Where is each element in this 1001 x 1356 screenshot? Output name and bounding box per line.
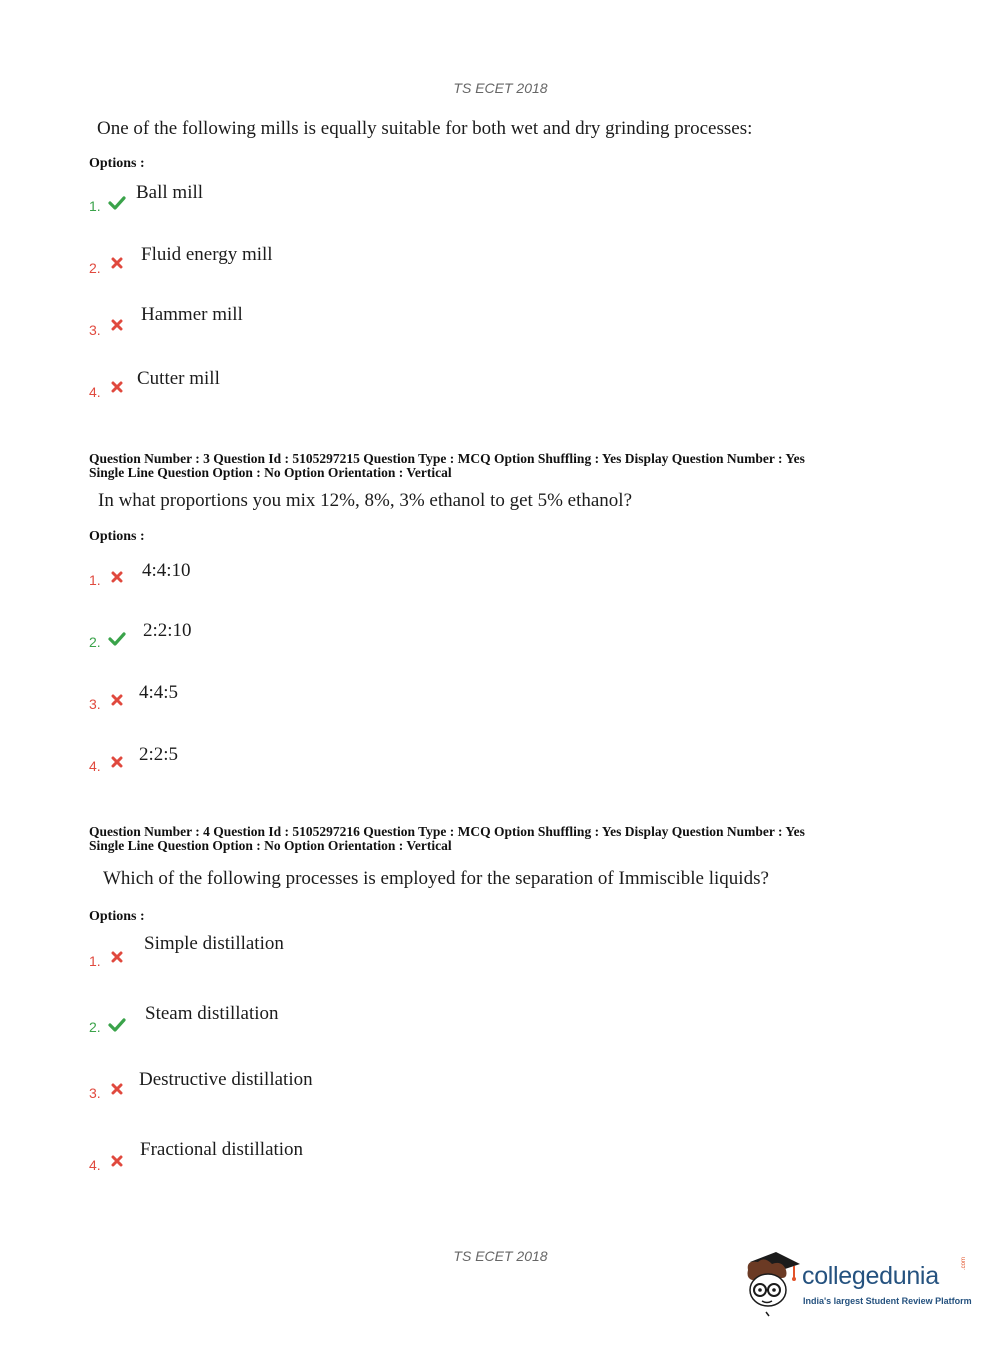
question-block-4: [89, 825, 909, 1185]
option-text: Fluid energy mill: [141, 244, 273, 265]
cross-icon: [111, 319, 123, 331]
option-item: [89, 682, 589, 722]
cross-icon: [111, 257, 123, 269]
option-item: [89, 1003, 589, 1043]
option-number: 2.: [89, 260, 101, 276]
question-text: One of the following mills is equally suitable for both wet and dry grinding processes:: [97, 118, 753, 139]
option-text: Fractional distillation: [140, 1139, 304, 1160]
option-number: 2.: [89, 1019, 101, 1035]
question-text: In what proportions you mix 12%, 8%, 3% ethanol to get 5% ethanol?: [98, 490, 633, 511]
option-number: 1.: [89, 198, 101, 214]
page-footer: TS ECET 2018: [453, 1248, 548, 1264]
option-number: 1.: [89, 572, 101, 588]
option-item: [89, 744, 589, 784]
option-number: 3.: [89, 322, 101, 338]
option-text: 2:2:10: [143, 620, 192, 641]
check-icon: [108, 631, 126, 647]
options-label: Options :: [89, 529, 145, 544]
page-header: TS ECET 2018: [453, 80, 548, 96]
option-text: Destructive distillation: [139, 1069, 313, 1090]
option-text: Hammer mill: [141, 304, 243, 325]
option-number: 4.: [89, 758, 101, 774]
option-item: [89, 1139, 589, 1179]
option-text: 4:4:10: [142, 560, 191, 581]
option-item: [89, 933, 589, 973]
cross-icon: [111, 756, 123, 768]
cross-icon: [111, 951, 123, 963]
option-text: 4:4:5: [139, 682, 179, 703]
option-number: 3.: [89, 696, 101, 712]
collegedunia-logo: [742, 1248, 972, 1318]
cross-icon: [111, 571, 123, 583]
question-meta-line: Single Line Question Option : No Option Orientation : Vertical: [89, 838, 452, 853]
cross-icon: [111, 381, 123, 393]
question-meta-line: Question Number : 3 Question Id : 5105297215 Question Type : MCQ Option Shuffling : Yes Display Question Number : Yes: [89, 451, 805, 466]
question-meta-line: Question Number : 4 Question Id : 5105297216 Question Type : MCQ Option Shuffling : Yes Display Question Number : Yes: [89, 824, 805, 839]
option-item: [89, 182, 589, 222]
question-meta-line: Single Line Question Option : No Option Orientation : Vertical: [89, 465, 452, 480]
check-icon: [108, 195, 126, 211]
option-item: [89, 620, 589, 660]
cross-icon: [111, 694, 123, 706]
question-block-3: [89, 452, 909, 792]
option-number: 3.: [89, 1085, 101, 1101]
mascot-icon: [742, 1248, 802, 1318]
option-number: 1.: [89, 953, 101, 969]
question-block-a: [89, 110, 909, 410]
option-number: 2.: [89, 634, 101, 650]
option-number: 4.: [89, 384, 101, 400]
option-number: 4.: [89, 1157, 101, 1173]
options-label: Options :: [89, 156, 145, 171]
option-text: Ball mill: [136, 182, 204, 203]
option-text: 2:2:5: [139, 744, 179, 765]
logo-wordmark: collegedunia: [802, 1262, 939, 1290]
question-text: Which of the following processes is employed for the separation of Immiscible liquids?: [103, 868, 769, 889]
logo-tagline: India's largest Student Review Platform: [803, 1296, 972, 1306]
option-item: [89, 560, 589, 600]
cross-icon: [111, 1083, 123, 1095]
option-item: [89, 370, 589, 410]
check-icon: [108, 1017, 126, 1033]
option-item: [89, 1069, 589, 1109]
options-label: Options :: [89, 909, 145, 924]
option-text: Cutter mill: [137, 368, 220, 389]
logo-suffix: .com: [961, 1256, 967, 1270]
option-text: Steam distillation: [145, 1003, 279, 1024]
option-item: [89, 306, 589, 346]
cross-icon: [111, 1155, 123, 1167]
option-item: [89, 244, 589, 284]
option-text: Simple distillation: [144, 933, 284, 954]
